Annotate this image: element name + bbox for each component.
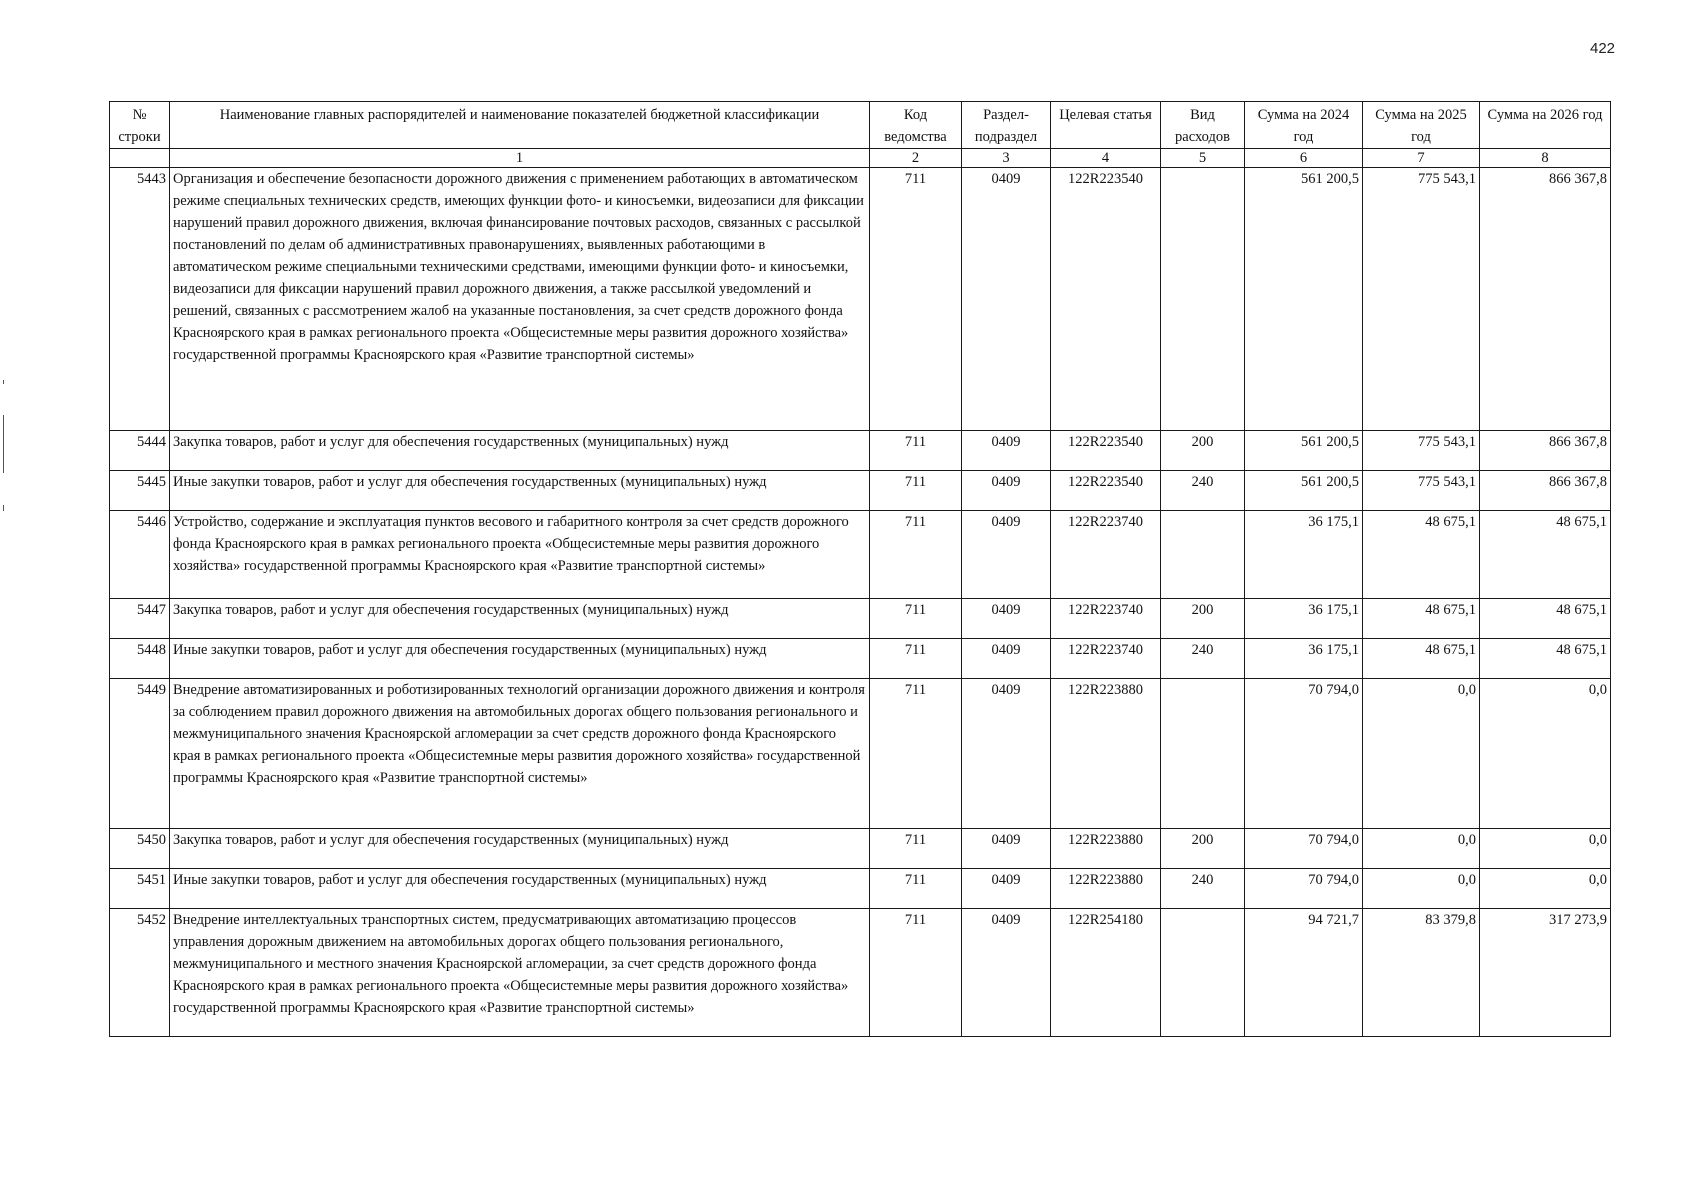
row-section: 0409 <box>962 599 1051 639</box>
row-type: 240 <box>1161 869 1245 909</box>
table-row <box>110 511 1611 599</box>
row-sum-2025: 0,0 <box>1363 869 1480 909</box>
row-name: Закупка товаров, работ и услуг для обеспечения государственных (муниципальных) нужд <box>170 829 870 869</box>
column-number: 5 <box>1161 149 1245 168</box>
row-sum-2025: 775 543,1 <box>1363 168 1480 431</box>
row-number: 5445 <box>110 471 170 511</box>
row-sum-2024: 36 175,1 <box>1245 511 1363 599</box>
scan-margin-mark <box>3 415 4 473</box>
row-section: 0409 <box>962 511 1051 599</box>
row-sum-2025: 0,0 <box>1363 679 1480 829</box>
row-section: 0409 <box>962 431 1051 471</box>
row-sum-2026: 48 675,1 <box>1480 639 1611 679</box>
header-row-no: № строки <box>110 102 170 149</box>
header-target: Целевая статья <box>1051 102 1161 149</box>
row-code: 711 <box>870 471 962 511</box>
row-section: 0409 <box>962 909 1051 1037</box>
row-code: 711 <box>870 829 962 869</box>
row-type: 200 <box>1161 599 1245 639</box>
row-number: 5447 <box>110 599 170 639</box>
row-type: 200 <box>1161 829 1245 869</box>
row-sum-2026: 0,0 <box>1480 679 1611 829</box>
row-number: 5451 <box>110 869 170 909</box>
table-row <box>110 168 1611 431</box>
row-type: 240 <box>1161 471 1245 511</box>
row-target: 122R223880 <box>1051 869 1161 909</box>
header-sum-2025: Сумма на 2025 год <box>1363 102 1480 149</box>
row-code: 711 <box>870 869 962 909</box>
row-target: 122R223540 <box>1051 471 1161 511</box>
row-target: 122R223740 <box>1051 639 1161 679</box>
row-sum-2026: 0,0 <box>1480 829 1611 869</box>
row-section: 0409 <box>962 829 1051 869</box>
row-sum-2024: 36 175,1 <box>1245 639 1363 679</box>
column-number: 3 <box>962 149 1051 168</box>
row-section: 0409 <box>962 869 1051 909</box>
row-name: Иные закупки товаров, работ и услуг для обеспечения государственных (муниципальных) нужд <box>170 869 870 909</box>
row-sum-2024: 561 200,5 <box>1245 168 1363 431</box>
table-row <box>110 471 1611 511</box>
row-type <box>1161 679 1245 829</box>
row-number: 5443 <box>110 168 170 431</box>
row-sum-2024: 36 175,1 <box>1245 599 1363 639</box>
row-sum-2024: 94 721,7 <box>1245 909 1363 1037</box>
row-sum-2026: 866 367,8 <box>1480 471 1611 511</box>
row-number: 5450 <box>110 829 170 869</box>
row-target: 122R223880 <box>1051 679 1161 829</box>
row-section: 0409 <box>962 639 1051 679</box>
row-type <box>1161 909 1245 1037</box>
row-type <box>1161 511 1245 599</box>
row-code: 711 <box>870 168 962 431</box>
row-type: 240 <box>1161 639 1245 679</box>
table-row <box>110 679 1611 829</box>
row-name: Внедрение автоматизированных и роботизированных технологий организации дорожного движения и контроля за соблюдением правил дорожного движения на автомобильных дорогах общего пользования регионального и межмуниципального значения Красноярской агломерации за счет средств дорожного фонда Красноярского края в рамках регионального проекта «Общесистемные меры развития дорожного хозяйства» государственной программы Красноярского края «Развитие транспортной системы» <box>170 679 870 829</box>
row-sum-2025: 775 543,1 <box>1363 471 1480 511</box>
table-row <box>110 431 1611 471</box>
row-code: 711 <box>870 431 962 471</box>
column-number: 8 <box>1480 149 1611 168</box>
row-number: 5444 <box>110 431 170 471</box>
row-sum-2024: 70 794,0 <box>1245 869 1363 909</box>
row-code: 711 <box>870 511 962 599</box>
column-number <box>110 149 170 168</box>
scan-margin-mark <box>3 380 4 384</box>
row-sum-2026: 866 367,8 <box>1480 168 1611 431</box>
row-number: 5446 <box>110 511 170 599</box>
row-name: Закупка товаров, работ и услуг для обеспечения государственных (муниципальных) нужд <box>170 599 870 639</box>
row-sum-2025: 48 675,1 <box>1363 639 1480 679</box>
row-name: Иные закупки товаров, работ и услуг для обеспечения государственных (муниципальных) нужд <box>170 639 870 679</box>
budget-table <box>109 101 1611 1037</box>
row-code: 711 <box>870 909 962 1037</box>
row-name: Внедрение интеллектуальных транспортных систем, предусматривающих автоматизацию процессов управления дорожным движением на автомобильных дорогах общего пользования регионального, межмуниципального и местного значения Красноярской агломерации, за счет средств дорожного фонда Красноярского края в рамках регионального проекта «Общесистемные меры развития дорожного хозяйства» государственной программы Красноярского края «Развитие транспортной системы» <box>170 909 870 1037</box>
column-number-row <box>110 149 1611 168</box>
column-number: 4 <box>1051 149 1161 168</box>
row-sum-2025: 48 675,1 <box>1363 599 1480 639</box>
column-number: 6 <box>1245 149 1363 168</box>
row-type <box>1161 168 1245 431</box>
column-number: 7 <box>1363 149 1480 168</box>
header-row <box>110 102 1611 149</box>
row-number: 5449 <box>110 679 170 829</box>
header-name: Наименование главных распорядителей и наименование показателей бюджетной классификации <box>170 102 870 149</box>
row-sum-2024: 70 794,0 <box>1245 829 1363 869</box>
page-number: 422 <box>1590 40 1616 57</box>
row-section: 0409 <box>962 679 1051 829</box>
row-sum-2025: 0,0 <box>1363 829 1480 869</box>
row-target: 122R223540 <box>1051 431 1161 471</box>
row-sum-2024: 561 200,5 <box>1245 431 1363 471</box>
row-sum-2024: 561 200,5 <box>1245 471 1363 511</box>
row-sum-2026: 48 675,1 <box>1480 511 1611 599</box>
table-row <box>110 599 1611 639</box>
row-sum-2026: 866 367,8 <box>1480 431 1611 471</box>
column-number: 1 <box>170 149 870 168</box>
row-number: 5452 <box>110 909 170 1037</box>
row-number: 5448 <box>110 639 170 679</box>
row-name: Закупка товаров, работ и услуг для обеспечения государственных (муниципальных) нужд <box>170 431 870 471</box>
header-sum-2026: Сумма на 2026 год <box>1480 102 1611 149</box>
scan-margin-mark <box>3 505 4 511</box>
row-name: Иные закупки товаров, работ и услуг для обеспечения государственных (муниципальных) нужд <box>170 471 870 511</box>
row-target: 122R223740 <box>1051 599 1161 639</box>
row-sum-2025: 775 543,1 <box>1363 431 1480 471</box>
row-name: Организация и обеспечение безопасности дорожного движения с применением работающих в автоматическом режиме специальных технических средств, имеющих функции фото- и киносъемки, видеозаписи для фиксации нарушений правил дорожного движения, включая финансирование почтовых расходов, связанных с рассылкой постановлений по делам об административных правонарушениях, выявленных работающими в автоматическом режиме специальными техническими средствами, имеющими функции фото- и киносъемки, видеозаписи для фиксации нарушений правил дорожного движения, а также рассылкой уведомлений и решений, связанных с рассмотрением жалоб на указанные постановления, за счет средств дорожного фонда Красноярского края в рамках регионального проекта «Общесистемные меры развития дорожного хозяйства» государственной программы Красноярского края «Развитие транспортной системы» <box>170 168 870 431</box>
row-sum-2026: 0,0 <box>1480 869 1611 909</box>
table-row <box>110 909 1611 1037</box>
row-target: 122R223740 <box>1051 511 1161 599</box>
header-section: Раздел-подраздел <box>962 102 1051 149</box>
row-sum-2024: 70 794,0 <box>1245 679 1363 829</box>
header-sum-2024: Сумма на 2024 год <box>1245 102 1363 149</box>
table-row <box>110 829 1611 869</box>
column-number: 2 <box>870 149 962 168</box>
row-code: 711 <box>870 679 962 829</box>
row-sum-2026: 317 273,9 <box>1480 909 1611 1037</box>
row-code: 711 <box>870 639 962 679</box>
row-target: 122R254180 <box>1051 909 1161 1037</box>
header-type: Вид расходов <box>1161 102 1245 149</box>
row-target: 122R223880 <box>1051 829 1161 869</box>
row-section: 0409 <box>962 168 1051 431</box>
row-section: 0409 <box>962 471 1051 511</box>
row-target: 122R223540 <box>1051 168 1161 431</box>
row-code: 711 <box>870 599 962 639</box>
header-code: Код ведомства <box>870 102 962 149</box>
table-row <box>110 869 1611 909</box>
row-type: 200 <box>1161 431 1245 471</box>
row-name: Устройство, содержание и эксплуатация пунктов весового и габаритного контроля за счет средств дорожного фонда Красноярского края в рамках регионального проекта «Общесистемные меры развития дорожного хозяйства» государственной программы Красноярского края «Развитие транспортной системы» <box>170 511 870 599</box>
row-sum-2025: 48 675,1 <box>1363 511 1480 599</box>
row-sum-2025: 83 379,8 <box>1363 909 1480 1037</box>
row-sum-2026: 48 675,1 <box>1480 599 1611 639</box>
table-row <box>110 639 1611 679</box>
